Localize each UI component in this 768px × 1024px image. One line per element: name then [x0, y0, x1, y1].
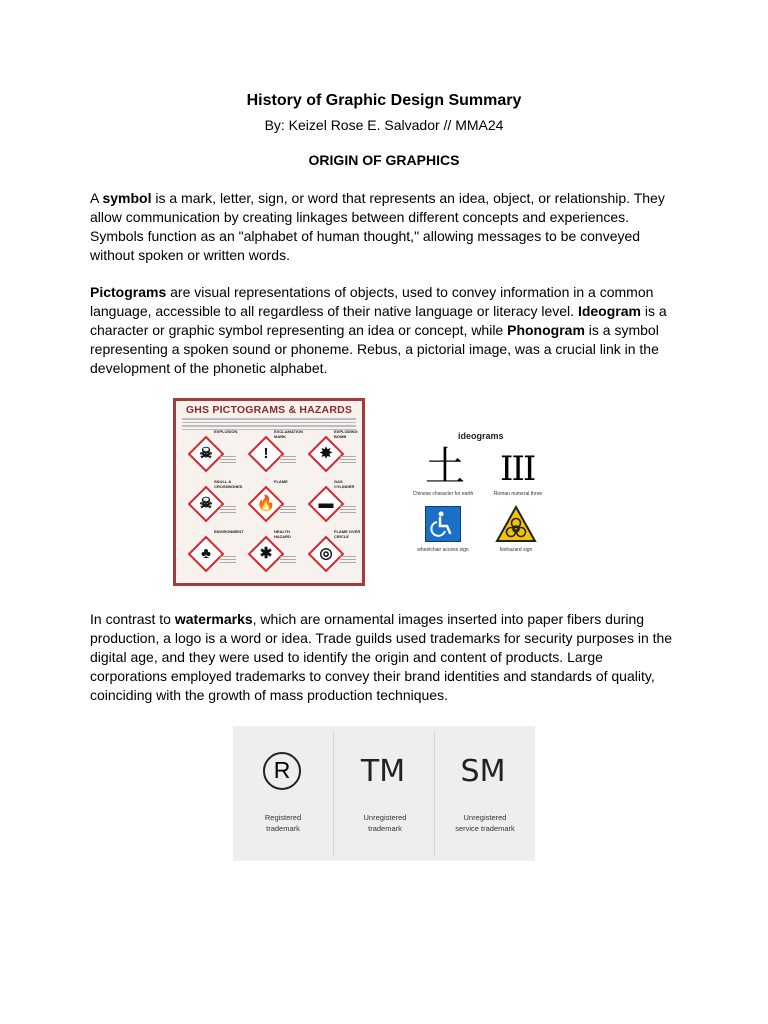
p2-text-2: is a character or graphic symbol representing an idea or concept, while: [90, 303, 667, 338]
wheelchair-caption: wheelchair access sign: [417, 547, 469, 553]
divider: [333, 732, 334, 856]
oxidizer-icon: ◎: [319, 545, 333, 562]
caption-line: Unregistered: [463, 813, 507, 822]
term-ideogram: Ideogram: [577, 303, 641, 319]
ghs-caption: ENVIRONMENT: [214, 529, 244, 534]
p3-text: , which are ornamental images inserted into paper fibers during production, a logo is a word or idea. Trade guilds used trademarks for security purposes in the digital age, and they were used to identify the origin and content of products. Large corporations employed trademarks to convey their brand identities and standards of quality, coinciding with the growth of mass production techniques.: [90, 611, 673, 703]
unregistered-trademark-caption: [335, 812, 435, 834]
p2-text-3: is a symbol representing a spoken sound or phoneme. Rebus, a pictorial image, was a crucial link in the development of the phonetic alphabet.: [90, 322, 659, 376]
term-phonogram: Phonogram: [507, 322, 585, 338]
ghs-detail-lines: [340, 456, 356, 465]
flame-icon: 🔥: [256, 495, 276, 512]
unregistered-trademark-icon: TM: [360, 754, 406, 789]
divider: [434, 732, 435, 856]
p1-prefix: A: [90, 190, 103, 206]
p3-prefix: In contrast to: [90, 611, 175, 627]
roman-numeral-three: III: [500, 449, 535, 489]
document-title: History of Graphic Design Summary: [246, 92, 522, 109]
paragraph-symbol: [90, 189, 680, 265]
service-mark-icon: SM: [460, 754, 506, 789]
service-mark-caption: [435, 812, 535, 834]
ghs-intro-text-lines: [182, 418, 356, 432]
ghs-caption: FLAME: [274, 479, 288, 484]
paragraph-watermarks: [90, 610, 680, 705]
earth-character: 土: [425, 444, 465, 490]
ghs-detail-lines: [280, 556, 296, 565]
environment-icon: ♣: [201, 545, 211, 562]
wheelchair-icon: [425, 506, 461, 542]
ghs-pictograms-figure: [173, 398, 365, 586]
trademark-symbols-figure: [233, 726, 535, 861]
ghs-detail-lines: [280, 456, 296, 465]
ghs-detail-lines: [340, 506, 356, 515]
roman-caption: Roman numeral three: [493, 491, 543, 497]
ideograms-figure: [403, 423, 593, 583]
gas-cylinder-icon: ▬: [318, 495, 334, 512]
ghs-caption: EXCLAMATION MARK: [274, 429, 304, 439]
term-pictograms: Pictograms: [90, 284, 167, 300]
term-symbol: symbol: [102, 190, 152, 206]
exclamation-icon: !: [263, 445, 269, 462]
ghs-caption: HEALTH HAZARD: [274, 529, 291, 539]
caption-line: trademark: [266, 824, 300, 833]
ghs-caption: SKULL & CROSSBONES: [214, 479, 243, 489]
ideograms-title: ideograms: [458, 431, 504, 441]
term-watermarks: watermarks: [174, 611, 253, 627]
exploding-bomb-icon: ✸: [319, 445, 333, 462]
registered-trademark-icon: R: [263, 752, 301, 790]
ghs-caption: FLAME OVER CIRCLE: [334, 529, 361, 539]
paragraph-pictograms: [90, 283, 680, 378]
p2-text-1: are visual representations of objects, used to convey information in a common language, accessible to all regardless of their native language or literacy level.: [90, 284, 654, 319]
ghs-detail-lines: [280, 506, 296, 515]
skull-icon: ☠: [199, 495, 213, 512]
document-byline: By: Keizel Rose E. Salvador // MMA24: [264, 117, 504, 133]
biohazard-caption: biohazard sign: [499, 547, 533, 553]
ghs-figure-title: GHS PICTOGRAMS & HAZARDS: [185, 404, 353, 416]
ghs-detail-lines: [220, 556, 236, 565]
ghs-caption: EXPLOSION: [214, 429, 238, 434]
ghs-caption: GAS CYLINDER: [334, 479, 355, 489]
caption-line: trademark: [368, 824, 402, 833]
caption-line: service trademark: [455, 824, 515, 833]
p1-text: is a mark, letter, sign, or word that represents an idea, object, or relationship. They allow communication by creating linkages between different concepts and experiences. Symbols function as an "alphabet of human thought," allowing messages to be conveyed without spoken or written words.: [90, 190, 665, 263]
section-heading: ORIGIN OF GRAPHICS: [308, 152, 460, 168]
earth-caption: Chinese character for earth: [412, 491, 474, 497]
biohazard-icon: [495, 505, 537, 543]
caption-line: Registered: [264, 813, 302, 822]
health-hazard-icon: ✱: [259, 545, 273, 562]
ghs-detail-lines: [340, 556, 356, 565]
caption-line: Unregistered: [363, 813, 407, 822]
ghs-caption: EXPLODING BOMB: [334, 429, 358, 439]
corrosion-icon: ☠: [199, 445, 213, 462]
registered-caption: [233, 812, 333, 834]
ghs-detail-lines: [220, 456, 236, 465]
ghs-detail-lines: [220, 506, 236, 515]
